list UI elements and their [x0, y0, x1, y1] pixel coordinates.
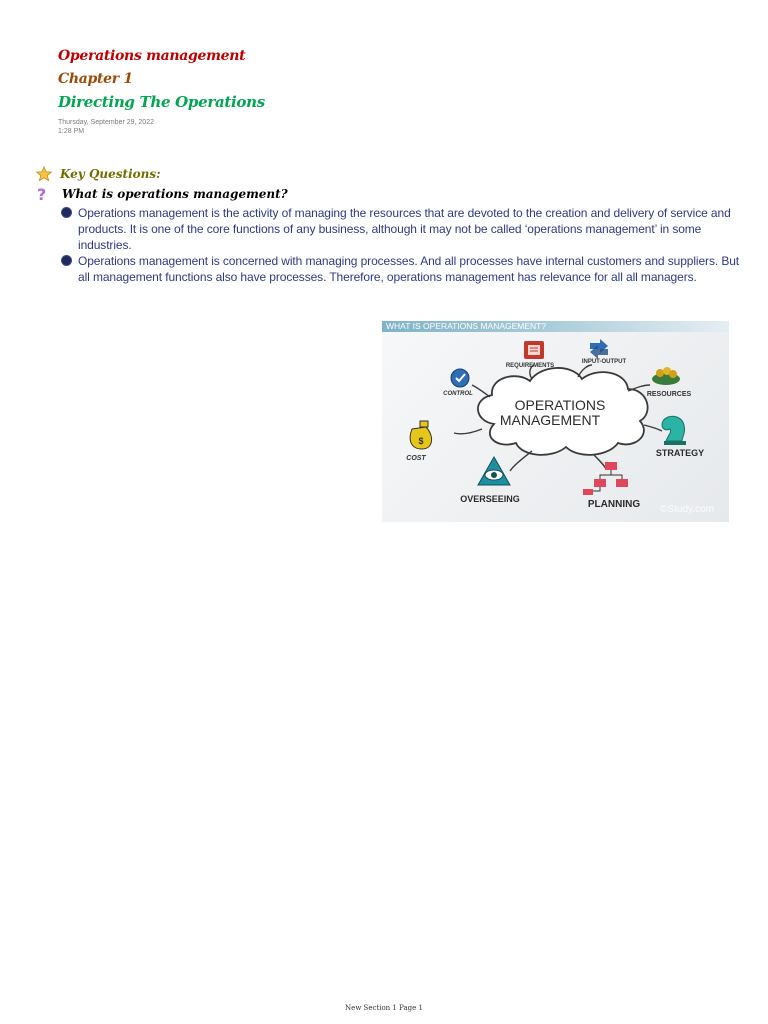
diagram-header: WHAT IS OPERATIONS MANAGEMENT? — [382, 321, 729, 332]
bullet-text: Operations management is the activity of managing the resources that are devoted to the creation and delivery of service and products. It is one of the core functions of any business, although it may not be called ‘operations management’ in some industries. — [78, 206, 731, 252]
label-strategy: STRATEGY — [655, 448, 705, 458]
bullet-list — [62, 205, 752, 285]
label-control: CONTROL — [443, 391, 473, 397]
requirements-icon — [524, 341, 544, 359]
bullet-text: Operations management is concerned with managing processes. And all processes have internal customers and suppliers. But all management functions also have processes. Therefore, operations management has relevance for all all managers. — [78, 254, 740, 284]
label-resources: RESOURCES — [646, 391, 692, 398]
operations-management-diagram — [382, 321, 729, 522]
bullet-icon — [62, 256, 71, 265]
cloud-title-2: MANAGEMENT — [499, 412, 601, 428]
strategy-icon — [662, 416, 686, 445]
svg-text:$: $ — [418, 436, 424, 446]
bullet-icon — [62, 208, 71, 217]
title-line-1: Operations management — [58, 48, 246, 64]
control-icon — [451, 369, 469, 387]
question-mark-icon: ? — [37, 185, 47, 204]
list-item — [62, 253, 752, 285]
date-text: Thursday, September 29, 2022 — [58, 119, 154, 126]
title-line-2: Chapter 1 — [58, 71, 133, 87]
timestamp — [58, 118, 154, 136]
input-output-icon — [590, 339, 608, 359]
planning-icon — [583, 462, 628, 495]
question-heading: What is operations management? — [62, 187, 288, 201]
resources-icon — [652, 367, 680, 385]
title-line-3: Directing The Operations — [58, 93, 265, 111]
label-overseeing: OVERSEEING — [460, 494, 520, 504]
key-questions-label: Key Questions: — [60, 167, 161, 181]
label-input-output: INPUT-OUTPUT — [581, 359, 627, 365]
cost-icon — [410, 421, 431, 449]
label-requirements: REQUIREMENTS — [505, 363, 555, 369]
diagram-graphic — [382, 321, 729, 522]
list-item — [62, 205, 752, 253]
page-footer: New Section 1 Page 1 — [345, 1004, 423, 1012]
cloud-title-1: OPERATIONS — [514, 397, 606, 413]
label-cost: COST — [406, 455, 426, 462]
time-text: 1:28 PM — [58, 128, 85, 135]
study-watermark: ©Study.com — [660, 504, 714, 515]
star-icon — [36, 166, 52, 182]
label-planning: PLANNING — [587, 499, 641, 510]
overseeing-icon — [478, 457, 510, 485]
